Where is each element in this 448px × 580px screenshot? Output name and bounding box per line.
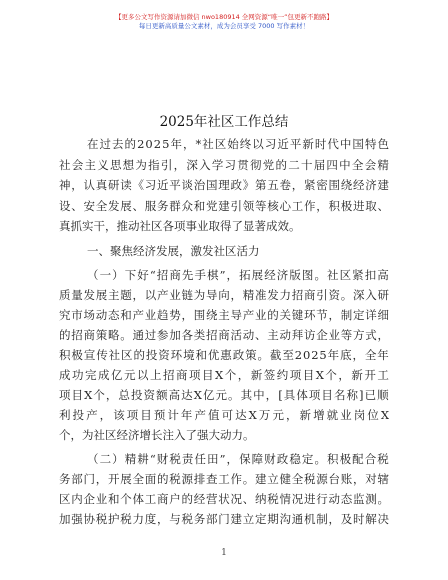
paragraph-line: 的 招 商 策 略 。 通 过 参 加 各 类 招 商 活 动 、 主 动 拜 访 企 业 等 方 式 ， [59,328,389,342]
paragraph-line: 积 极 宣 传 社 区 的 投 资 环 境 和 优 惠 政 策 。 截 至 2 0 2 5 年 底 ， 全 年 [59,348,389,362]
paragraph-line: 利 投 产 ， 该 项 目 预 计 年 产 值 可 达 X 万 元 ， 新 增 就 业 岗 位 X [59,408,389,422]
promo-banner [0,13,448,31]
paragraph-line: （ 一 ） 下 好 “ 招 商 先 手 棋 ” ， 拓 展 经 济 版 图 。 社 区 紧 扣 高 [87,268,389,282]
paragraph-line: 质 量 发 展 主 题 ， 以 产 业 链 为 导 向 ， 精 准 发 力 招 商 引 资 。 深 入 研 [59,288,389,302]
paragraph-line: 成 功 完 成 亿 元 以 上 招 商 项 目 X 个 ， 新 签 约 项 目 X 个 ， 新 开 工 [59,368,389,382]
paragraph-line: 社 会 主 义 思 想 为 指 引 ， 深 入 学 习 贯 彻 党 的 二 十 届 四 中 全 会 精 [59,158,389,172]
promo-banner-line-1: 【更多公文写作资源请加微信 nwo180914 全网资源“唯一”包更新不跑路】 [114,13,334,21]
paragraph-line: 区 内 企 业 和 个 体 工 商 户 的 经 营 状 况 、 纳 税 情 况 进 行 动 态 监 测 。 [59,492,389,506]
page-number: 1 [221,548,227,558]
paragraph-line: 究 市 场 动 态 和 产 业 趋 势 ， 围 绕 主 导 产 业 的 关 键 环 节 ， 制 定 详 细 [59,308,389,322]
paragraph-line: 一、聚焦经济发展，激发社区活力 [87,244,260,258]
promo-banner-line-2: 每日更新高质量公文素材，成为会员享受 7000 写作素材！ [138,22,310,30]
paragraph-line: 在 过 去 的 2 0 2 5 年 ， * 社 区 始 终 以 习 近 平 新 时 代 中 国 特 色 [87,137,389,151]
paragraph-line: 设 、 安 全 发 展 、 服 务 群 众 和 党 建 引 领 等 核 心 工 作 ， 积 极 进 取 、 [59,199,389,213]
document-title: 2025年社区工作总结 [159,114,289,130]
paragraph-line: （ 二 ） 精 耕 “ 财 税 责 任 田 ” ， 保 障 财 政 稳 定 。 积 极 配 合 税 [87,452,389,466]
paragraph-line: 项 目 X 个 ， 总 投 资 额 高 达 X 亿 元 。 其 中 ， [ 具 体 项 目 名 称 ] 已 顺 [59,388,389,402]
paragraph-line: 务 部 门 ， 开 展 全 面 的 税 源 排 查 工 作 。 建 立 健 全 税 源 台 账 ， 对 辖 [59,472,389,486]
paragraph-line: 加 强 协 税 护 税 力 度 ， 与 税 务 部 门 建 立 定 期 沟 通 机 制 ， 及 时 解 决 [59,512,389,526]
paragraph-line: 神 ， 认 真 研 读 《 习 近 平 谈 治 国 理 政 》 第 五 卷 ， 紧 密 围 绕 经 济 建 [59,178,389,192]
paragraph-line: 真抓实干，推动社区各项事业取得了显著成效。 [59,219,301,233]
paragraph-line: 个，为社区经济增长注入了强大动力。 [59,428,255,442]
